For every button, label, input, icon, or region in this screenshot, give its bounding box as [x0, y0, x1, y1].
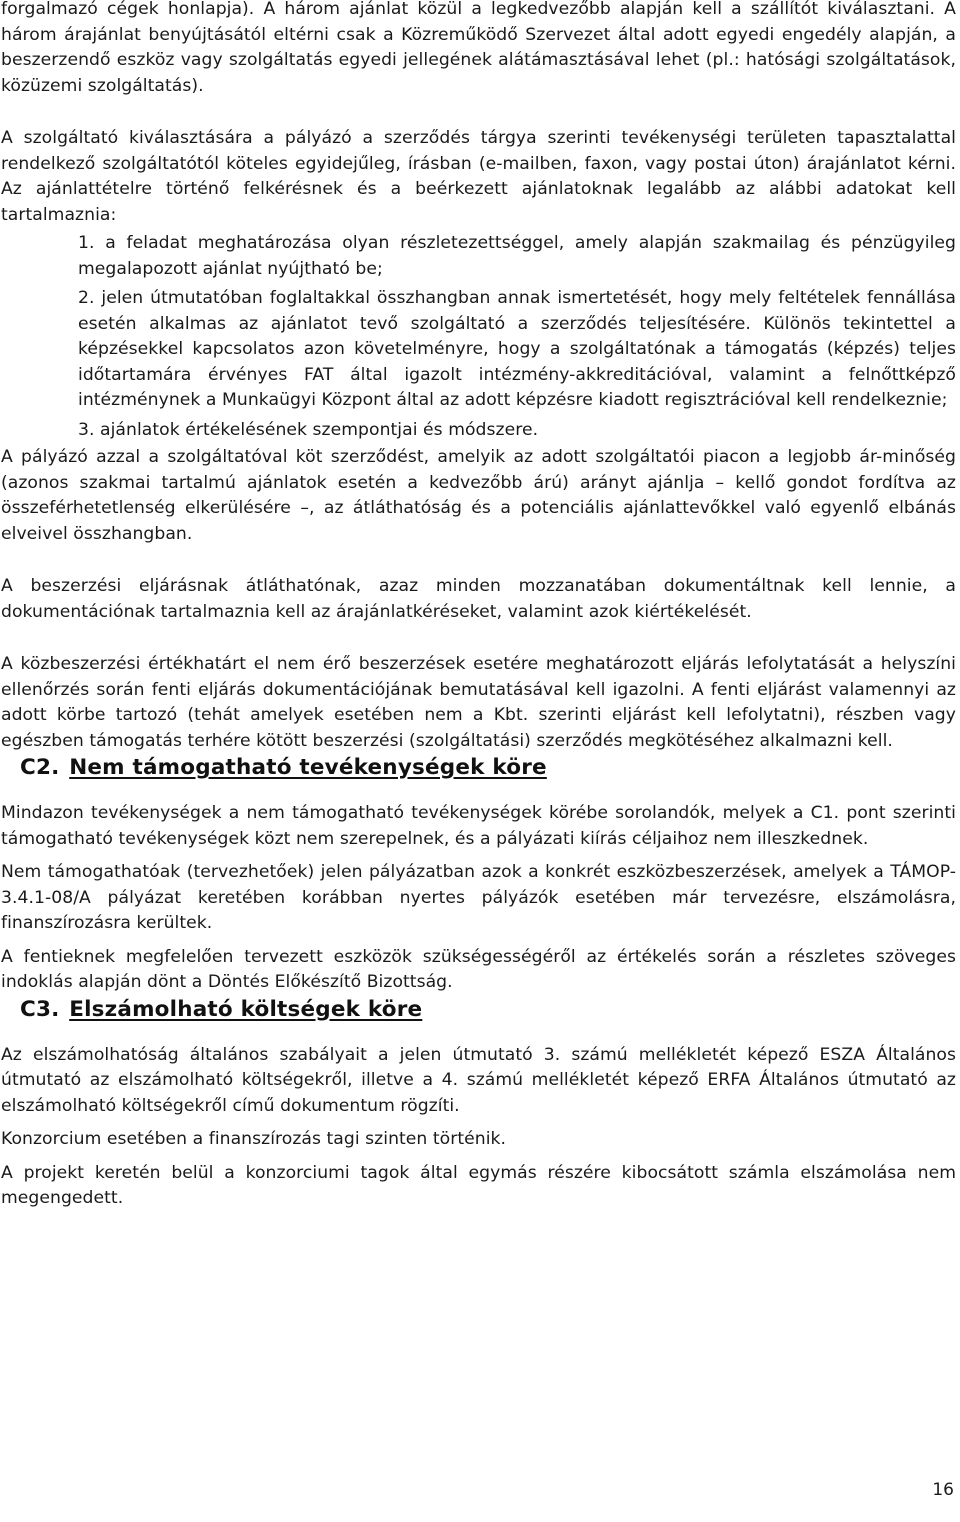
paragraph-consortium: Konzorcium esetében a finanszírozás tagi szinten történik.: [1, 1129, 507, 1149]
paragraph-invoice: A projekt keretén belül a konzorciumi tagok által egymás részére kibocsátott számla elszámolása nem megengedett.: [1, 1162, 956, 1208]
paragraph-eligibility-rules: Az elszámolhatóság általános szabályait a jelen útmutató 3. számú mellékletét képező ESZA Általános útmutató az elszámolható költségekről, illetve a 4. számú mellékletét képező ERFA Általános útmutató az elszámolható költségekről című dokumentum rögzíti.: [1, 1044, 956, 1116]
paragraph-necessity: A fentieknek megfelelően tervezett eszközök szükségességéről az értékelés során a részletes szöveges indoklás alapján dönt a Döntés Előkészítő Bizottság.: [1, 946, 956, 992]
list-item-1: 1. a feladat meghatározása olyan részletezettséggel, amely alapján szakmailag és pénzügyileg megalapozott ajánlat nyújtható be;: [78, 233, 956, 279]
heading-c2-number: C2.: [20, 755, 60, 780]
heading-c3-title: Elszámolható költségek köre: [69, 996, 423, 1022]
list-item-2: 2. jelen útmutatóban foglaltakkal összhangban annak ismertetését, hogy mely feltételek fennállása esetén alkalmas az ajánlatot tevő szolgáltató a szerződés teljesítésére. Különös tekintettel a képzésekkel kapcsolatos azon követelményre, hogy a szolgáltatónak a támogatás (képzés) teljes időtartamára érvényes FAT által igazolt intézmény-akkreditációval, valamint a felnőttképző intézménynek a Munkaügyi Központ által az adott képzésre kiadott regisztrációval kell rendelkeznie;: [78, 288, 956, 410]
paragraph-non-plannable: Nem támogathatóak (tervezhetőek) jelen pályázatban azok a konkrét eszközbeszerzések, amelyek a TÁMOP-3.4.1-08/A pályázat keretében korábban nyertes pályázók esetében már tervezésre, elszámolásra, finanszírozásra kerültek.: [1, 862, 956, 933]
paragraph-non-supported: Mindazon tevékenységek a nem támogatható tevékenységek körébe sorolandók, melyek a C1. pont szerinti támogatható tevékenységek közt nem szerepelnek, és a pályázati kiírás céljaihoz nem illeszkednek.: [1, 803, 956, 849]
paragraph-transparency: A beszerzési eljárásnak átláthatónak, azaz minden mozzanatában dokumentáltnak kell lennie, a dokumentációnak tartalmaznia kell az árajánlatkéréseket, valamint azok kiértékelését.: [1, 576, 956, 622]
page-number: 16: [932, 1480, 954, 1500]
paragraph-contract: A pályázó azzal a szolgáltatóval köt szerződést, amelyik az adott szolgáltatói piacon a legjobb ár-minőség (azonos szakmai tartalmú ajánlatok esetén a kedvezőbb árú) arányt ajánlja – kellő gondot fordítva az összeférhetetlenség elkerülésére –, az átláthatóság és a potenciális ajánlattevőkkel való egyenlő elbánás elveivel összhangban.: [1, 447, 956, 544]
list-item-3: 3. ajánlatok értékelésének szempontjai és módszere.: [78, 419, 539, 440]
heading-c3-number: C3.: [20, 996, 60, 1022]
paragraph-public-procurement: A közbeszerzési értékhatárt el nem érő beszerzések esetére meghatározott eljárás lefolytatását a helyszíni ellenőrzés során fenti eljárás dokumentációjának bemutatásával kell igazolni. A fenti eljárást valamennyi az adott körbe tartozó (tehát amelyek esetében nem a Kbt. szerinti eljárást kell lefolytatni), részben vagy egészben támogatás terhére kötött beszerzési (szolgáltatási) szerződés megkötéséhez alkalmazni kell.: [1, 654, 956, 751]
paragraph-offer-selection: forgalmazó cégek honlapja). A három ajánlat közül a legkedvezőbb alapján kell a szállítót kiválasztani. A három árajánlat benyújtásától eltérni csak a Közreműködő Szervezet által adott egyedi engedély alapján, a beszerzendő eszköz vagy szolgáltatás egyedi jellegének alátámasztásával lehet (pl.: hatósági szolgáltatások, közüzemi szolgáltatás).: [1, 0, 956, 96]
paragraph-provider-selection: A szolgáltató kiválasztására a pályázó a szerződés tárgya szerinti tevékenységi területen tapasztalattal rendelkező szolgáltatótól köteles egyidejűleg, írásban (e-mailben, faxon, vagy postai úton) árajánlatot kérni. Az ajánlattételre történő felkérésnek és a beérkezett ajánlatoknak legalább az alábbi adatokat kell tartalmaznia:: [1, 128, 956, 225]
heading-c2: [20, 754, 956, 782]
heading-c2-title: Nem támogatható tevékenységek köre: [69, 755, 547, 780]
heading-c3: [20, 996, 956, 1024]
